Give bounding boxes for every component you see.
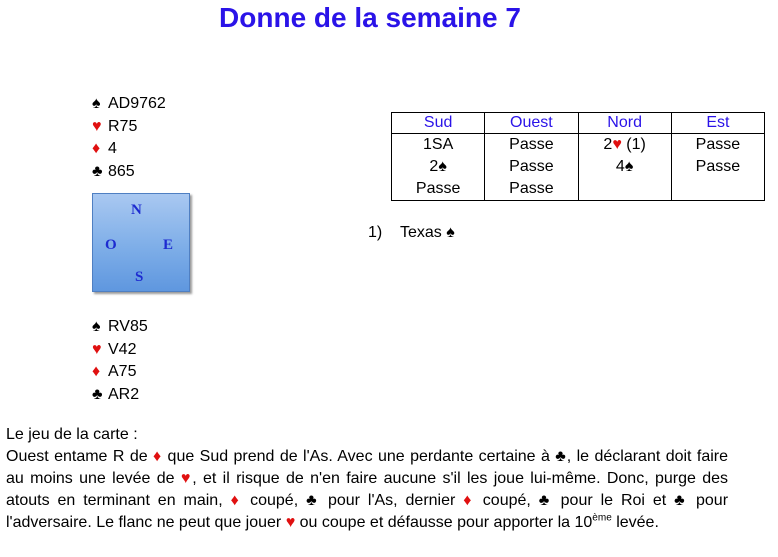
north-hearts-cards: R75 (108, 117, 138, 135)
bid-ouest: Passe (485, 178, 578, 201)
north-diamonds (92, 138, 166, 161)
north-hand (92, 93, 166, 183)
north-clubs-cards: 865 (108, 162, 135, 180)
bid-ouest: Passe (485, 134, 578, 157)
club-icon: ♣ (92, 385, 103, 403)
club-icon: ♣ (306, 492, 321, 509)
compass-box (92, 193, 190, 292)
play-heading: Le jeu de la carte : (6, 426, 138, 443)
bid-est: Passe (671, 156, 764, 178)
bid-est: Passe (671, 134, 764, 157)
play-text: coupé, (474, 492, 539, 509)
bid-note-ref: (1) (621, 136, 646, 153)
note-number: 1) (368, 224, 383, 241)
diamond-icon: ♦ (463, 492, 475, 509)
spade-icon: ♠ (92, 95, 101, 112)
bid-ouest: Passe (485, 156, 578, 178)
bid-sud: Passe (392, 178, 485, 201)
bid-nord (578, 134, 671, 157)
club-icon: ♣ (92, 162, 103, 180)
bid-sud (392, 156, 485, 178)
bidding-header-row (392, 113, 765, 134)
bid-level: 2 (429, 158, 439, 175)
compass-west: O (105, 237, 117, 253)
play-description (6, 424, 728, 534)
page-title: Donne de la semaine 7 (219, 2, 521, 33)
play-text: pour l'adversaire. Le flanc ne peut que jouer (6, 492, 729, 531)
heart-icon: ♥ (285, 514, 296, 531)
header-ouest: Ouest (485, 113, 578, 134)
south-diamonds-cards: A75 (108, 363, 137, 380)
compass-north: N (131, 202, 142, 218)
play-text: coupé, (242, 492, 307, 509)
bid-sud: 1SA (392, 134, 485, 157)
north-spades (92, 93, 166, 116)
compass-south: S (135, 269, 144, 285)
south-hearts (92, 339, 148, 362)
superscript: ème (592, 512, 612, 524)
compass-east: E (163, 237, 174, 253)
bid-est (671, 178, 764, 201)
bid-nord (578, 156, 671, 178)
play-text: levée. (611, 514, 659, 531)
play-text: pour le Roi et (552, 492, 675, 509)
header-sud: Sud (392, 113, 485, 134)
play-text: ou coupe et défausse pour apporter la 10 (295, 514, 593, 531)
play-text: que Sud prend de l'As. Avec une perdante certaine à (162, 448, 556, 465)
club-icon: ♣ (555, 448, 567, 465)
play-paragraph (6, 446, 728, 534)
bidding-row (392, 156, 765, 178)
south-hearts-cards: V42 (108, 340, 137, 358)
bid-level: 4 (615, 158, 625, 175)
diamond-icon: ♦ (92, 363, 101, 380)
bidding-note (368, 224, 455, 242)
south-diamonds (92, 361, 148, 384)
heart-icon: ♥ (180, 470, 193, 487)
spade-icon: ♠ (438, 158, 447, 175)
club-icon: ♣ (674, 492, 689, 509)
header-nord: Nord (578, 113, 671, 134)
south-spades-cards: RV85 (108, 318, 148, 335)
spade-icon: ♠ (624, 158, 634, 175)
south-clubs (92, 384, 148, 407)
spade-icon: ♠ (92, 318, 101, 335)
header-est: Est (671, 113, 764, 134)
heart-icon: ♥ (92, 117, 102, 135)
bidding-table (391, 112, 765, 201)
heart-icon: ♥ (612, 136, 622, 153)
bid-nord (578, 178, 671, 201)
spade-icon: ♠ (446, 224, 455, 241)
bid-level: 2 (603, 136, 613, 153)
south-clubs-cards: AR2 (108, 385, 140, 403)
note-text: Texas (400, 224, 447, 241)
play-text: , et il risque de n'en faire aucune s'il les joue lui-même. Donc, purge des atouts en terminant en main, (6, 470, 729, 509)
north-clubs (92, 161, 166, 184)
play-text: pour l'As, dernier (320, 492, 464, 509)
play-text: , le déclarant doit faire au moins une levée de (6, 448, 729, 487)
bidding-row (392, 134, 765, 157)
diamond-icon: ♦ (153, 448, 163, 465)
heart-icon: ♥ (92, 340, 102, 358)
club-icon: ♣ (538, 492, 553, 509)
north-spades-cards: AD9762 (108, 95, 166, 112)
south-spades (92, 316, 148, 339)
play-text: Ouest entame R de (6, 448, 154, 465)
north-hearts (92, 116, 166, 139)
diamond-icon: ♦ (230, 492, 243, 509)
diamond-icon: ♦ (92, 140, 101, 157)
south-hand (92, 316, 148, 406)
bidding-row (392, 178, 765, 201)
north-diamonds-cards: 4 (108, 140, 117, 157)
